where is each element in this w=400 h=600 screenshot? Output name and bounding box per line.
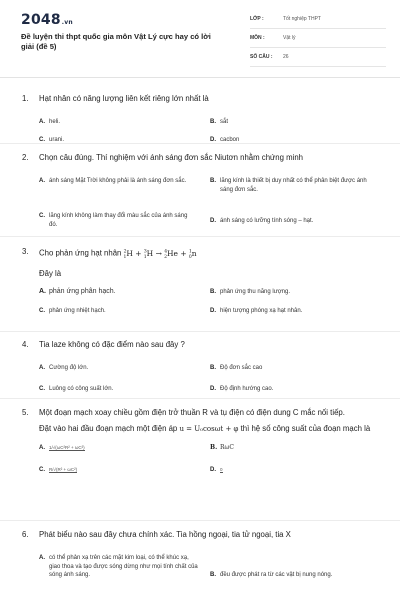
option-d[interactable]: D. ánh sáng có lưỡng tính sóng – hạt. bbox=[210, 218, 314, 224]
option-c[interactable]: C. Luông có công suất lớn. bbox=[39, 386, 114, 392]
option-d[interactable]: D. cacbon bbox=[210, 137, 240, 143]
question-text: Tia laze không có đặc điểm nào sau đây ? bbox=[39, 340, 185, 349]
question-text: Chọn câu đúng. Thí nghiệm với ánh sáng đơn sắc Niutơn nhằm chứng minh bbox=[39, 153, 304, 162]
header bbox=[0, 0, 400, 70]
meta-value: 26 bbox=[283, 54, 289, 60]
question-text: Cho phản ứng hạt nhân bbox=[39, 248, 122, 258]
meta-label: SỐ CÂU : bbox=[250, 54, 273, 60]
option-b[interactable]: B. RωC bbox=[210, 444, 235, 451]
meta-label: MÔN : bbox=[250, 35, 265, 41]
question-divider bbox=[0, 520, 400, 521]
question-2 bbox=[22, 153, 382, 228]
option-c[interactable]: C. urani. bbox=[39, 137, 65, 143]
question-subtext: Đặt vào hai đầu đoạn mạch một điện áp u = U₀cosωt + φ thì hệ số công suất của đoạn mạch là bbox=[39, 424, 371, 433]
site-logo[interactable]: 2048.vn bbox=[21, 12, 73, 28]
meta-value: Vật lý bbox=[283, 35, 296, 41]
option-b[interactable]: B. sắt bbox=[210, 119, 229, 125]
option-a[interactable]: A. có thể phản xạ trên các mặt kim loại, có thể khúc xạ, giao thoa và tạo được sóng dừng như mọi tính chất của sóng ánh sáng. bbox=[39, 555, 198, 578]
option-a[interactable]: A. ánh sáng Mặt Trời không phải là ánh sáng đơn sắc. bbox=[39, 178, 187, 184]
meta-row-subject bbox=[250, 29, 386, 48]
option-a[interactable]: A. heli. bbox=[39, 119, 61, 125]
question-number: 6. bbox=[22, 530, 29, 539]
question-text: Một đoạn mạch xoay chiều gồm điện trở thuần R và tụ điện có điện dung C mắc nối tiếp. bbox=[39, 408, 345, 417]
meta-value: Tốt nghiệp THPT bbox=[283, 16, 321, 22]
option-c[interactable]: C. phản ứng nhiệt hạch. bbox=[39, 308, 106, 314]
question-6 bbox=[22, 530, 382, 578]
meta-row-class bbox=[250, 10, 386, 29]
question-divider bbox=[0, 331, 400, 332]
option-b[interactable]: B. lăng kính là thiết bị duy nhất có thể phân biệt được ánh sáng đơn sắc. bbox=[210, 178, 367, 193]
question-number: 1. bbox=[22, 94, 29, 103]
option-b[interactable]: B. đều được phát ra từ các vật bị nung nóng. bbox=[210, 572, 333, 578]
question-divider bbox=[0, 398, 400, 399]
nuclear-reaction-formula: $^2_1$H + $^3_1$H → $^4_2$He + $^1_0$n bbox=[123, 248, 197, 260]
option-a[interactable]: A. phản ứng phân hạch. bbox=[39, 288, 116, 295]
question-number: 4. bbox=[22, 340, 29, 349]
question-number: 3. bbox=[22, 247, 29, 256]
document-meta bbox=[250, 10, 386, 67]
option-a[interactable]: A. Cường độ lớn. bbox=[39, 365, 89, 371]
meta-label: LỚP : bbox=[250, 16, 264, 22]
option-c[interactable]: C. lăng kính không làm thay đổi màu sắc của ánh sáng đó. bbox=[39, 213, 188, 228]
question-number: 5. bbox=[22, 408, 29, 417]
question-text: Phát biểu nào sau đây chưa chính xác. Tia hồng ngoại, tia tử ngoại, tia X bbox=[39, 530, 291, 539]
meta-row-count bbox=[250, 48, 386, 67]
option-d[interactable]: D. 0 bbox=[210, 467, 223, 473]
document-title: Đề luyện thi thpt quốc gia môn Vật Lý cực hay có lời giải (đề 5) bbox=[21, 32, 211, 51]
question-number: 2. bbox=[22, 153, 29, 162]
question-divider bbox=[0, 143, 400, 144]
question-text: Hạt nhân có năng lượng liên kết riêng lớn nhất là bbox=[39, 94, 209, 103]
question-1 bbox=[22, 94, 382, 143]
option-d[interactable]: D. hiện tượng phóng xạ hạt nhân. bbox=[210, 308, 303, 314]
option-b[interactable]: B. Độ đơn sắc cao bbox=[210, 365, 263, 371]
question-3 bbox=[22, 247, 382, 314]
header-divider bbox=[0, 77, 400, 78]
question-4 bbox=[22, 340, 382, 392]
question-subtext: Đây là bbox=[39, 269, 62, 278]
voltage-formula: u = U₀cosωt + φ bbox=[179, 425, 239, 433]
question-5 bbox=[22, 408, 382, 473]
option-d[interactable]: D. Độ định hướng cao. bbox=[210, 386, 274, 392]
option-c[interactable]: C. R/√(R² + ωC²) bbox=[39, 467, 78, 473]
option-b[interactable]: B. phản ứng thu năng lượng. bbox=[210, 289, 291, 295]
question-divider bbox=[0, 236, 400, 237]
option-a[interactable]: A. 1/√(ωC²R² + ωC²) bbox=[39, 445, 85, 451]
